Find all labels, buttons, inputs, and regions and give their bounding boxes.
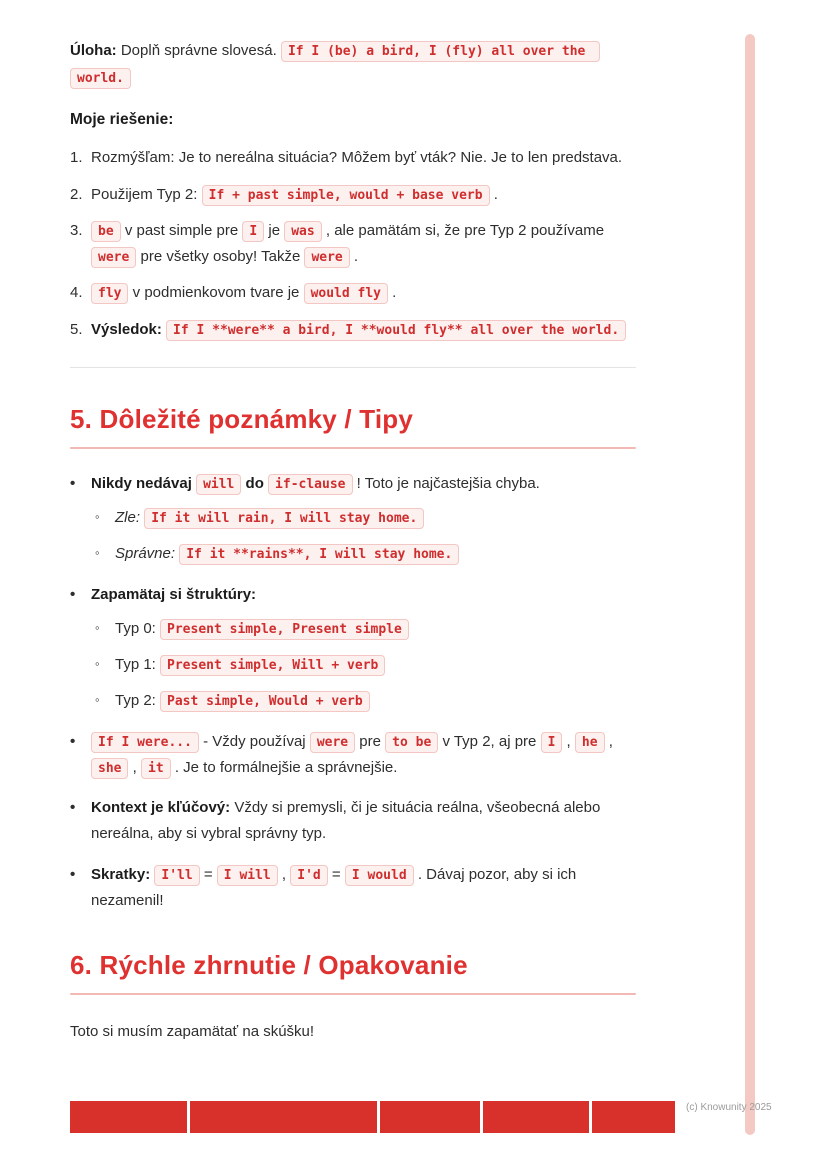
section6-title: 6. Rýchle zhrnutie / Opakovanie bbox=[70, 950, 468, 981]
text-run: , ale pamätám si, že pre Typ 2 používame bbox=[321, 221, 605, 239]
text-run: , bbox=[604, 732, 613, 750]
scrollbar[interactable] bbox=[745, 34, 755, 1135]
tip-item bbox=[70, 862, 636, 915]
text-run: v podmienkovom tvare je bbox=[128, 284, 304, 302]
inline-code: I would bbox=[345, 865, 414, 886]
sub-bullet-icon: ◦ bbox=[95, 545, 100, 561]
step-text bbox=[91, 317, 636, 343]
inline-code: I'd bbox=[290, 865, 327, 886]
text-run: Typ 2: bbox=[115, 692, 161, 710]
inline-code: will bbox=[196, 474, 241, 495]
text-run: = bbox=[199, 865, 217, 883]
text-run: Doplň správne slovesá. bbox=[116, 42, 281, 59]
tip-text bbox=[91, 729, 636, 782]
solution-step bbox=[70, 218, 636, 271]
inline-code: If I **were** a bird, I **would fly** all over the world. bbox=[166, 320, 626, 341]
inline-code: she bbox=[91, 758, 128, 779]
inline-code: to be bbox=[385, 732, 438, 753]
document-content bbox=[70, 38, 636, 1046]
tip-text bbox=[91, 795, 636, 848]
solution-step bbox=[70, 182, 636, 208]
inline-code: I bbox=[242, 221, 264, 242]
solution-step bbox=[70, 280, 636, 306]
step-number: 5. bbox=[70, 320, 83, 338]
solution-steps-list bbox=[70, 145, 636, 343]
sub-list-item bbox=[95, 505, 636, 531]
text-run: v past simple pre bbox=[120, 221, 243, 239]
text-run: , bbox=[277, 865, 291, 883]
text-run: . Dávaj pozor, aby si ich nezamenil! bbox=[91, 865, 577, 909]
text-run: Typ 0: bbox=[115, 619, 161, 637]
step-number: 4. bbox=[70, 284, 83, 302]
table-header-cell bbox=[483, 1101, 589, 1133]
inline-code: I will bbox=[217, 865, 278, 886]
summary-table-header-row bbox=[70, 1101, 675, 1133]
section6-underline bbox=[70, 993, 636, 995]
table-header-cell bbox=[380, 1101, 480, 1133]
sub-list bbox=[95, 505, 636, 568]
italic-text: Správne: bbox=[115, 545, 176, 563]
text-run: Použijem Typ 2: bbox=[91, 185, 202, 203]
bullet-icon: • bbox=[70, 799, 76, 817]
text-run: Typ 1: bbox=[115, 656, 161, 674]
step-text bbox=[91, 280, 636, 306]
text-run: pre všetky osoby! Takže bbox=[136, 248, 305, 266]
text-run: ! Toto je najčastejšia chyba. bbox=[352, 474, 540, 492]
inline-code: Present simple, Will + verb bbox=[160, 655, 385, 676]
sub-bullet-icon: ◦ bbox=[95, 656, 100, 672]
text-run: pre bbox=[355, 732, 386, 750]
bold-text: do bbox=[245, 474, 264, 492]
tip-item bbox=[70, 582, 636, 715]
inline-code: were bbox=[310, 732, 355, 753]
tip-item bbox=[70, 795, 636, 848]
tip-item bbox=[70, 471, 636, 568]
section-divider bbox=[70, 367, 636, 368]
text-run: - Vždy používaj bbox=[198, 732, 310, 750]
solution-step bbox=[70, 145, 636, 171]
inline-code: fly bbox=[91, 283, 128, 304]
inline-code: he bbox=[575, 732, 605, 753]
text-run: = bbox=[327, 865, 345, 883]
inline-code: would fly bbox=[304, 283, 388, 304]
bullet-icon: • bbox=[70, 865, 76, 883]
step-text bbox=[91, 182, 636, 208]
inline-code: Past simple, Would + verb bbox=[160, 691, 370, 712]
sub-list-item bbox=[95, 688, 636, 714]
tip-row bbox=[70, 862, 636, 915]
step-number: 2. bbox=[70, 185, 83, 203]
bold-text: Kontext je kľúčový: bbox=[91, 799, 231, 817]
text-run: , bbox=[128, 758, 141, 776]
italic-text: Zle: bbox=[115, 509, 141, 527]
sub-bullet-icon: ◦ bbox=[95, 509, 100, 525]
text-run: . Je to formálnejšie a správnejšie. bbox=[170, 758, 398, 776]
inline-code: If + past simple, would + base verb bbox=[202, 185, 490, 206]
inline-code: If I (be) a bird, I (fly) all over the world. bbox=[70, 41, 600, 89]
sub-item-text bbox=[115, 616, 636, 642]
step-text bbox=[91, 145, 636, 171]
table-header-cell bbox=[592, 1101, 675, 1133]
inline-code: was bbox=[284, 221, 321, 242]
tip-row bbox=[70, 729, 636, 782]
solution-step bbox=[70, 317, 636, 343]
section6-intro: Toto si musím zapamätať na skúšku! bbox=[70, 1023, 315, 1041]
table-header-cell bbox=[70, 1101, 187, 1133]
text-run: Vždy si premysli, či je situácia reálna, všeobecná alebo nereálna, aby si vybral správny typ. bbox=[91, 799, 601, 843]
sub-list-item bbox=[95, 652, 636, 678]
inline-code: Present simple, Present simple bbox=[160, 619, 409, 640]
inline-code: If it will rain, I will stay home. bbox=[144, 508, 424, 529]
tip-row bbox=[70, 582, 636, 608]
bullet-icon: • bbox=[70, 474, 76, 492]
inline-code: were bbox=[304, 247, 349, 268]
inline-code: If it **rains**, I will stay home. bbox=[179, 544, 459, 565]
sub-list-item bbox=[95, 541, 636, 567]
inline-code: I'll bbox=[154, 865, 199, 886]
text-run: v Typ 2, aj pre bbox=[438, 732, 541, 750]
text-run: . bbox=[489, 185, 498, 203]
bold-text: Skratky: bbox=[91, 865, 151, 883]
sub-list bbox=[95, 616, 636, 715]
bullet-icon: • bbox=[70, 732, 76, 750]
tip-text bbox=[91, 471, 636, 497]
text-run: Rozmýšľam: Je to nereálna situácia? Môžem byť vták? Nie. Je to len predstava. bbox=[91, 149, 623, 167]
tip-row bbox=[70, 795, 636, 848]
table-header-cell bbox=[190, 1101, 377, 1133]
sub-bullet-icon: ◦ bbox=[95, 692, 100, 708]
tip-item bbox=[70, 729, 636, 782]
inline-code: I bbox=[541, 732, 563, 753]
inline-code: were bbox=[91, 247, 136, 268]
task-line bbox=[70, 38, 636, 91]
inline-code: if-clause bbox=[268, 474, 352, 495]
sub-item-text bbox=[115, 541, 636, 567]
bullet-icon: • bbox=[70, 585, 76, 603]
solution-heading: Moje riešenie: bbox=[70, 111, 174, 129]
sub-list-item bbox=[95, 616, 636, 642]
sub-item-text bbox=[115, 688, 636, 714]
tip-row bbox=[70, 471, 636, 497]
inline-code: it bbox=[141, 758, 171, 779]
text-run: , bbox=[562, 732, 575, 750]
step-text bbox=[91, 218, 636, 271]
bold-text: Zapamätaj si štruktúry: bbox=[91, 585, 257, 603]
text-run: . bbox=[388, 284, 397, 302]
sub-item-text bbox=[115, 652, 636, 678]
section5-title: 5. Dôležité poznámky / Tipy bbox=[70, 403, 414, 434]
tip-text bbox=[91, 582, 636, 608]
sub-item-text bbox=[115, 505, 636, 531]
footer-credit: (c) Knowunity 2025 bbox=[686, 1102, 772, 1113]
section5-underline bbox=[70, 447, 636, 449]
step-number: 1. bbox=[70, 149, 83, 167]
tips-list bbox=[70, 471, 636, 914]
inline-code: If I were... bbox=[91, 732, 199, 753]
tip-text bbox=[91, 862, 636, 915]
text-run: je bbox=[264, 221, 285, 239]
bold-text: Úloha: bbox=[70, 42, 117, 59]
inline-code: be bbox=[91, 221, 121, 242]
bold-text: Nikdy nedávaj bbox=[91, 474, 192, 492]
step-number: 3. bbox=[70, 221, 83, 239]
bold-text: Výsledok: bbox=[91, 320, 162, 338]
text-run: . bbox=[349, 248, 359, 266]
sub-bullet-icon: ◦ bbox=[95, 619, 100, 635]
